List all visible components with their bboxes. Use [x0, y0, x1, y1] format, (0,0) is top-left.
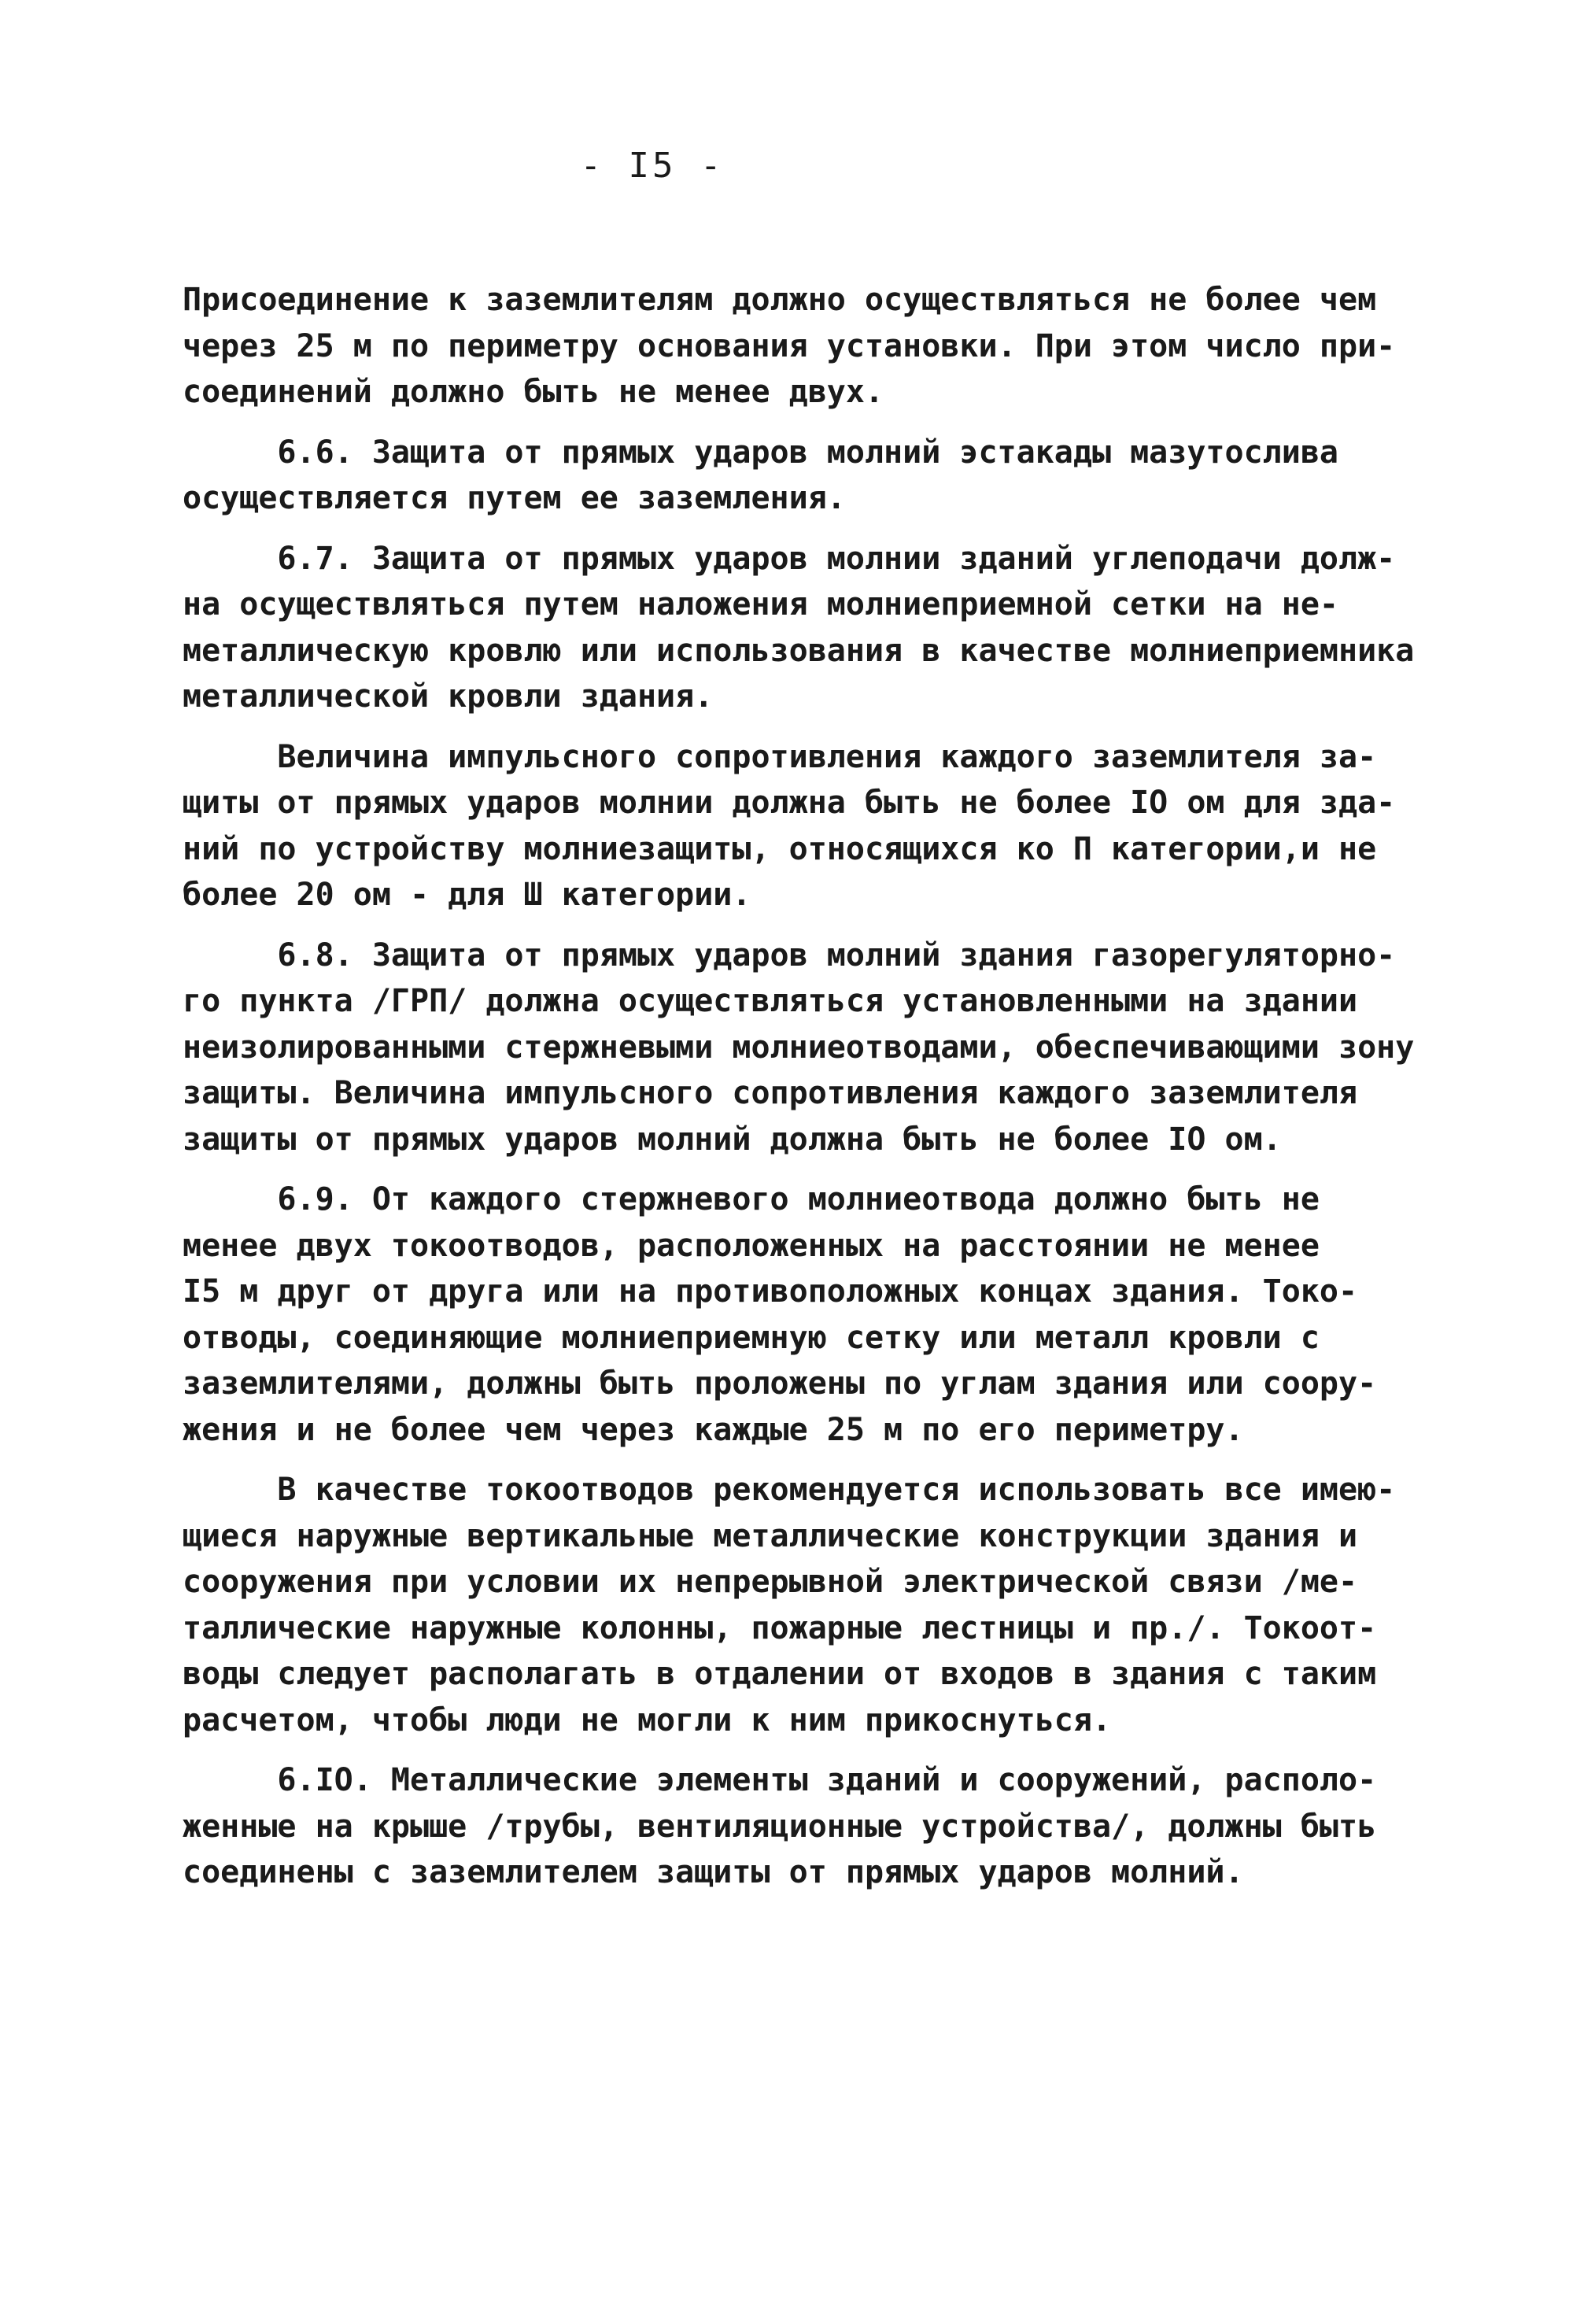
text-line: неизолированными стержневыми молниеотводами, обеспечивающими зону [183, 1029, 1415, 1066]
text-line: воды следует располагать в отдалении от входов в здания с таким [183, 1656, 1377, 1692]
text-line: В качестве токоотводов рекомендуется использовать все имею- [183, 1472, 1396, 1508]
text-line: защиты от прямых ударов молний должна быть не более IO ом. [183, 1121, 1282, 1158]
text-line: металлической кровли здания. [183, 678, 714, 715]
text-line: менее двух токоотводов, расположенных на расстоянии не менее [183, 1227, 1320, 1264]
text-line: заземлителями, должны быть проложены по углам здания или соору- [183, 1365, 1377, 1402]
text-line: Присоединение к заземлителям должно осуществляться не более чем [183, 282, 1377, 318]
paragraph-6-9 [183, 1177, 1442, 1453]
text-line: более 20 ом - для Ш категории. [183, 877, 751, 913]
paragraph-6-7 [183, 536, 1442, 720]
text-line: на осуществляться путем наложения молниеприемной сетки на не- [183, 586, 1339, 623]
text-line: соединены с заземлителем защиты от прямых ударов молний. [183, 1854, 1244, 1890]
text-line: отводы, соединяющие молниеприемную сетку или металл кровли с [183, 1319, 1320, 1356]
text-line: I5 м друг от друга или на противоположных концах здания. Токо- [183, 1273, 1358, 1310]
paragraph-down-conductors [183, 1467, 1442, 1743]
text-line: 6.IO. Металлические элементы зданий и сооружений, располо- [183, 1762, 1377, 1798]
paragraph-6-6 [183, 430, 1442, 522]
text-line: через 25 м по периметру основания установки. При этом число при- [183, 327, 1396, 364]
text-line: таллические наружные колонны, пожарные лестницы и пр./. Токоот- [183, 1609, 1377, 1646]
text-line: жения и не более чем через каждые 25 м по его периметру. [183, 1411, 1244, 1448]
text-line: 6.9. От каждого стержневого молниеотвода должно быть не [183, 1181, 1320, 1217]
text-line: женные на крыше /трубы, вентиляционные устройства/, должны быть [183, 1808, 1377, 1845]
text-line: щиеся наружные вертикальные металлические конструкции здания и [183, 1517, 1358, 1554]
text-line: 6.8. Защита от прямых ударов молний здания газорегуляторно- [183, 937, 1396, 974]
text-line: сооружения при условии их непрерывной электрической связи /ме- [183, 1564, 1358, 1600]
text-line: 6.6. Защита от прямых ударов молний эстакады мазутослива [183, 434, 1339, 471]
paragraph-impulse-resistance [183, 734, 1442, 918]
text-line: защиты. Величина импульсного сопротивления каждого заземлителя [183, 1075, 1358, 1111]
document-body [183, 277, 1442, 1910]
text-line: го пункта /ГРП/ должна осуществляться установленными на здании [183, 983, 1358, 1019]
text-line: осуществляется путем ее заземления. [183, 480, 846, 516]
text-line: ний по устройству молниезащиты, относящихся ко П категории,и не [183, 830, 1377, 867]
text-line: Величина импульсного сопротивления каждого заземлителя за- [183, 738, 1377, 775]
paragraph-grounding-connection [183, 277, 1442, 416]
text-line: соединений должно быть не менее двух. [183, 374, 884, 410]
text-line: 6.7. Защита от прямых ударов молнии зданий углеподачи долж- [183, 540, 1396, 577]
paragraph-6-8 [183, 933, 1442, 1163]
paragraph-6-10 [183, 1757, 1442, 1896]
text-line: щиты от прямых ударов молнии должна быть не более IO ом для зда- [183, 785, 1396, 821]
page-number: - I5 - [580, 146, 725, 186]
text-line: расчетом, чтобы люди не могли к ним прикоснуться. [183, 1701, 1112, 1738]
text-line: металлическую кровлю или использования в качестве молниеприемника [183, 632, 1415, 669]
